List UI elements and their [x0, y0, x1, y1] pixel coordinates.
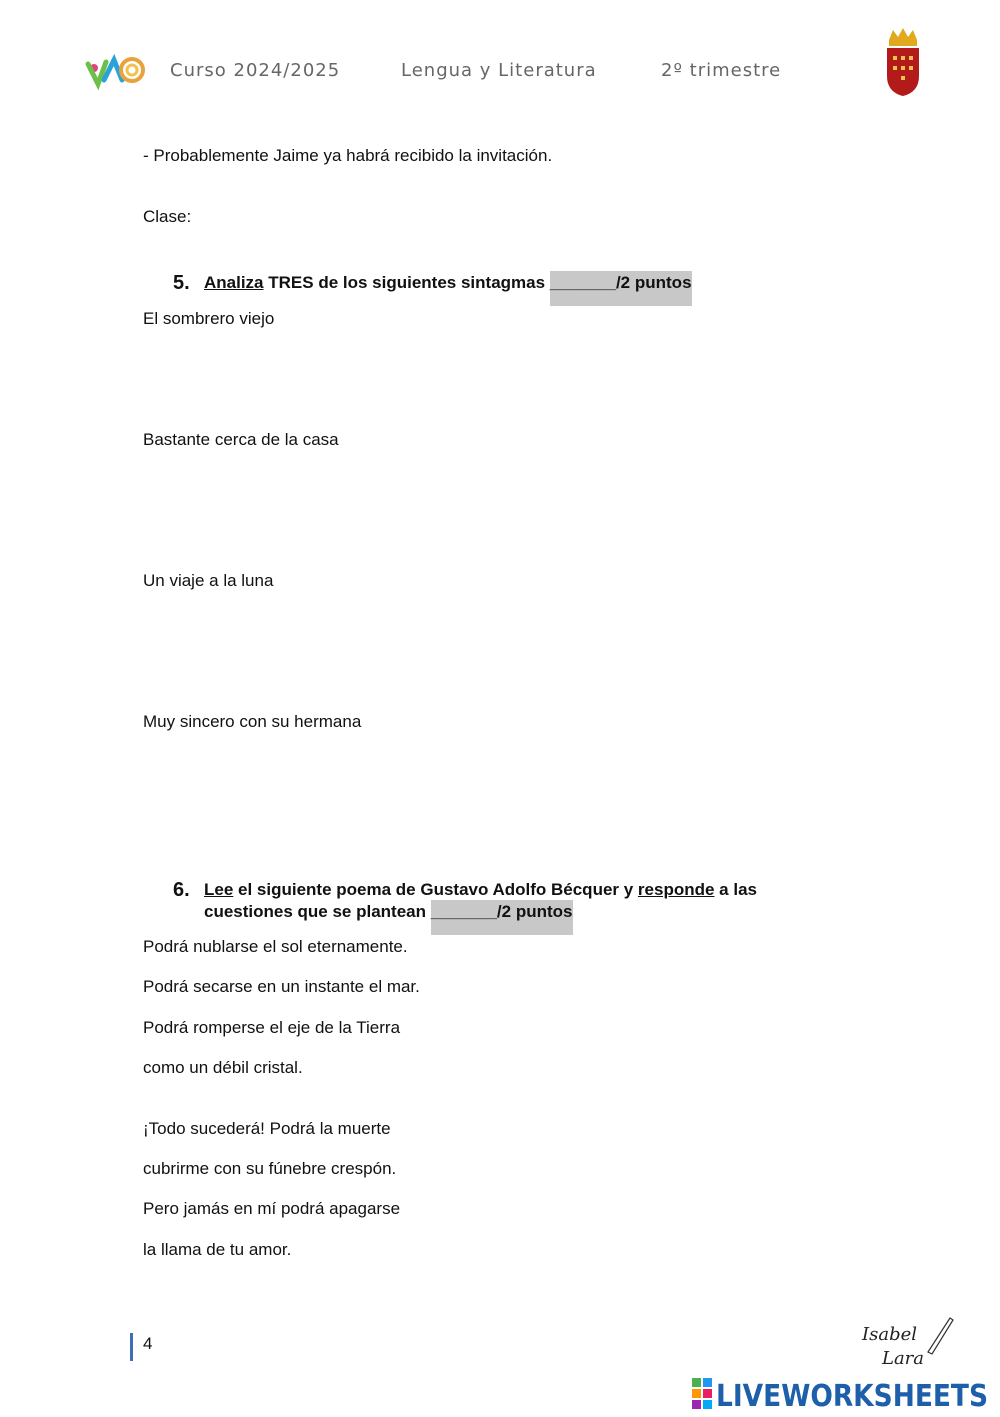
intro-sentence: - Probablemente Jaime ya habrá recibido la invitación.	[143, 146, 553, 165]
poem-line: Pero jamás en mí podrá apagarse	[143, 1199, 401, 1218]
question-6-line-2-text: cuestiones que se plantean	[204, 902, 431, 921]
svg-text:Isabel: Isabel	[862, 1324, 918, 1345]
poem-line: Podrá nublarse el sol eternamente.	[143, 937, 408, 956]
school-logo-icon	[84, 50, 148, 90]
question-5-rest: TRES de los siguientes sintagmas	[263, 273, 550, 292]
question-5-title	[204, 272, 692, 294]
brand-name: LIVEWORKSHEETS	[716, 1379, 988, 1414]
header-term: 2º trimestre	[661, 60, 782, 81]
region-crest-icon	[883, 26, 923, 98]
question-6-title	[204, 879, 757, 923]
svg-text:Lara: Lara	[882, 1348, 925, 1369]
question-6-line-2	[204, 901, 757, 923]
phrase-1: El sombrero viejo	[143, 309, 275, 328]
question-6-line-1	[204, 879, 757, 901]
page-number-bar	[130, 1333, 133, 1361]
poem-line: Podrá secarse en un instante el mar.	[143, 977, 420, 996]
liveworksheets-logo-icon	[692, 1372, 992, 1412]
question-6-number: 6.	[173, 879, 190, 901]
header-subject: Lengua y Literatura	[401, 60, 597, 81]
phrase-4: Muy sincero con su hermana	[143, 712, 362, 731]
poem-line: Podrá romperse el eje de la Tierra	[143, 1018, 401, 1037]
question-5-score: _______/2 puntos	[550, 271, 692, 306]
poem-line: como un débil cristal.	[143, 1058, 303, 1077]
header-course: Curso 2024/2025	[170, 60, 341, 81]
phrase-3: Un viaje a la luna	[143, 571, 274, 590]
pen-icon	[928, 1318, 953, 1354]
page-number: 4	[143, 1334, 153, 1353]
question-5-number: 5.	[173, 272, 190, 294]
question-6-verb-respond: responde	[637, 880, 715, 899]
poem-line: la llama de tu amor.	[143, 1240, 292, 1259]
phrase-2: Bastante cerca de la casa	[143, 430, 339, 449]
clase-label: Clase:	[143, 207, 192, 226]
question-5-verb: Analiza	[204, 273, 264, 292]
question-6-score: _______/2 puntos	[431, 900, 573, 935]
question-6-verb-read: Lee	[204, 880, 234, 899]
poem-line: ¡Todo sucederá! Podrá la muerte	[143, 1119, 391, 1138]
poem-line: cubrirme con su fúnebre crespón.	[143, 1159, 397, 1178]
question-6-mid: el siguiente poema de Gustavo Adolfo Bécquer y	[233, 880, 638, 899]
question-6-end: a las	[714, 880, 757, 899]
signature	[858, 1312, 958, 1372]
